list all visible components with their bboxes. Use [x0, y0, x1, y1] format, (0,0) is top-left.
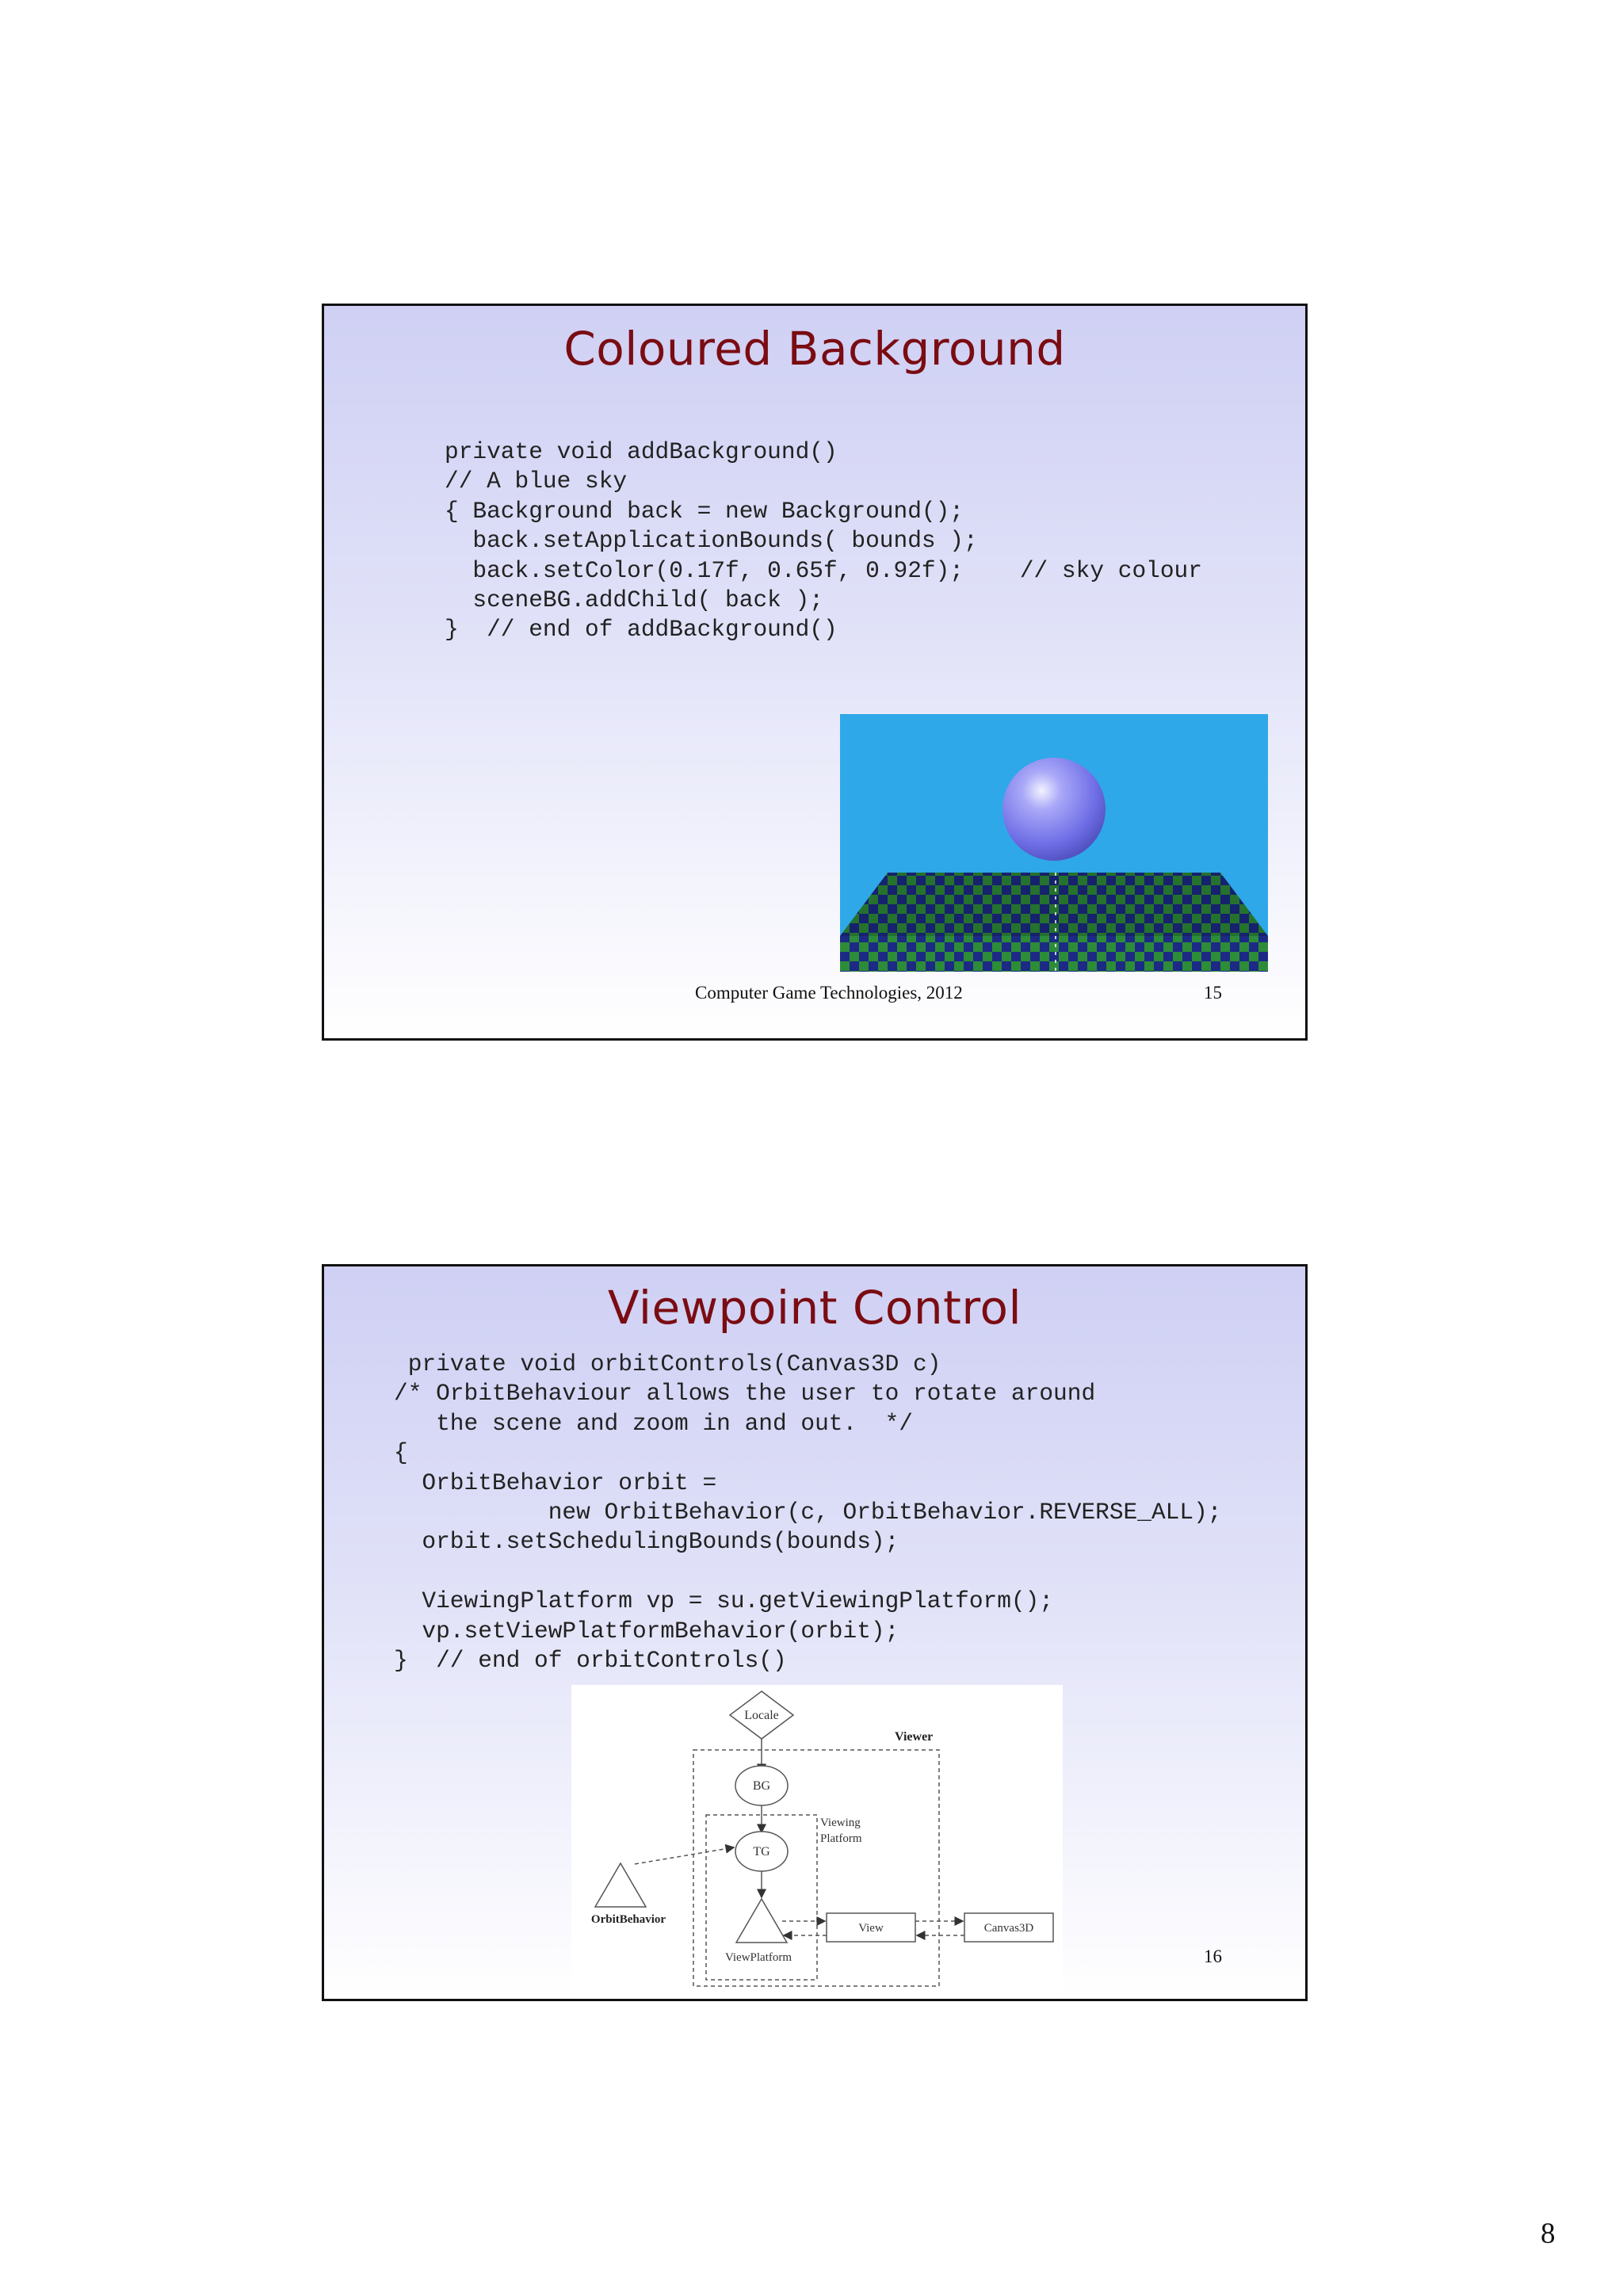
orbit-behavior-node [595, 1863, 646, 1907]
document-page-number: 8 [1541, 2218, 1556, 2250]
view-label: View [858, 1922, 884, 1935]
code-line: private void orbitControls(Canvas3D c) [394, 1350, 941, 1377]
locale-label: Locale [744, 1709, 779, 1722]
code-line: back.setColor(0.17f, 0.65f, 0.92f); // sky colour [445, 556, 1202, 584]
code-line: { Background back = new Background(); [445, 497, 964, 525]
bg-label: BG [752, 1779, 771, 1793]
code-line: /* OrbitBehaviour allows the user to rotate around [394, 1380, 1096, 1408]
code-line: // A blue sky [445, 468, 628, 495]
code-line: } // end of addBackground() [445, 616, 838, 644]
viewing-platform-label-2: Platform [820, 1832, 862, 1845]
code-line: orbit.setSchedulingBounds(bounds); [394, 1528, 899, 1556]
slide-footer: Computer Game Technologies, 2012 [695, 983, 963, 1003]
code-line: } // end of orbitControls() [394, 1647, 787, 1675]
view-platform-node [736, 1899, 787, 1943]
slide-title: Viewpoint Control [607, 1281, 1022, 1335]
scene-graph-diagram [571, 1685, 1063, 1994]
code-line: ViewingPlatform vp = su.getViewingPlatform(); [394, 1587, 1054, 1615]
canvas3d-label: Canvas3D [983, 1922, 1034, 1935]
code-line [394, 1557, 1221, 1587]
code-line: sceneBG.addChild( back ); [445, 586, 823, 614]
code-line: OrbitBehavior orbit = [394, 1469, 717, 1496]
viewing-platform-label-1: Viewing [820, 1817, 861, 1829]
code-line: the scene and zoom in and out. */ [394, 1409, 914, 1437]
slide-coloured-background [322, 304, 1308, 1041]
tg-label: TG [753, 1845, 770, 1859]
view-platform-label: ViewPlatform [724, 1951, 792, 1964]
code-line: back.setApplicationBounds( bounds ); [445, 527, 978, 555]
slide-page-number: 16 [1204, 1946, 1222, 1966]
slide-title: Coloured Background [563, 322, 1066, 376]
orbit-behavior-label: OrbitBehavior [590, 1913, 666, 1926]
code-block [394, 1350, 1221, 1675]
code-line: { [394, 1439, 408, 1467]
code-line: new OrbitBehavior(c, OrbitBehavior.REVERSE_ALL); [394, 1499, 1222, 1526]
code-line: private void addBackground() [445, 438, 838, 465]
viewer-label: Viewer [895, 1730, 934, 1744]
slide-page-number: 15 [1204, 983, 1222, 1003]
sphere [1002, 758, 1106, 861]
blue-sky-scene-render [840, 714, 1268, 972]
slide-viewpoint-control [322, 1264, 1308, 2001]
code-block [445, 437, 1202, 645]
code-line: vp.setViewPlatformBehavior(orbit); [394, 1617, 899, 1645]
